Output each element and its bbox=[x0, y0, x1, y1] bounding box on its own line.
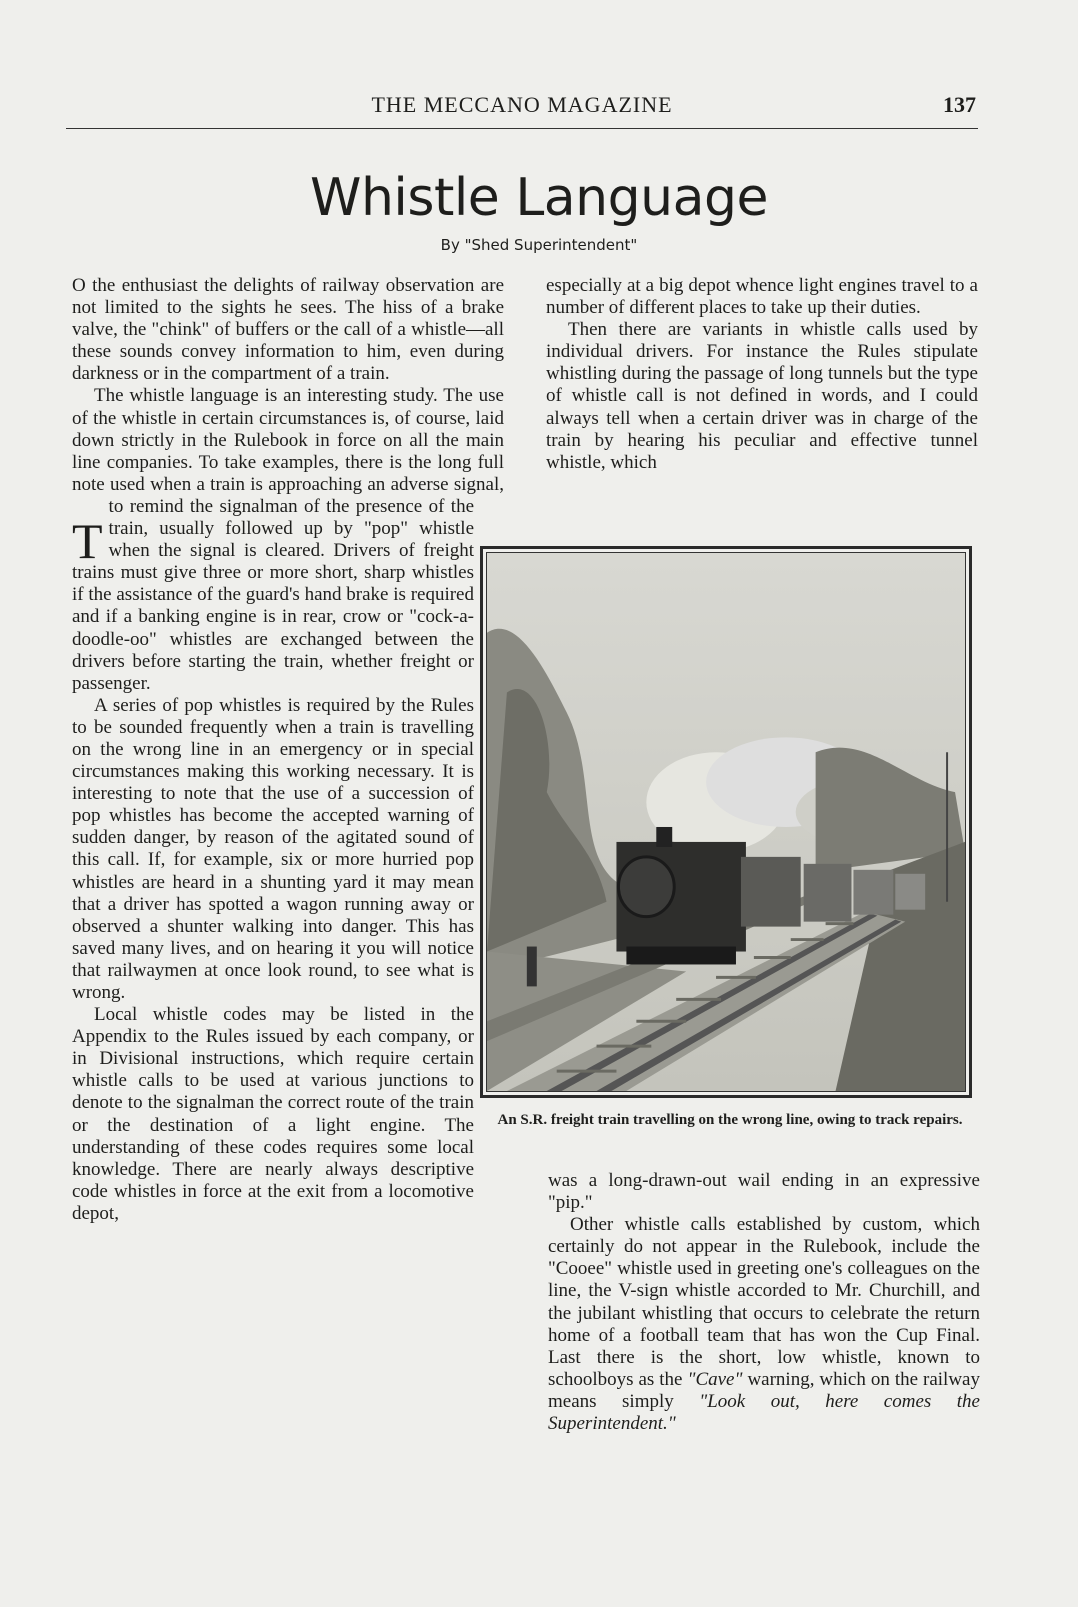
drop-cap: T bbox=[72, 513, 103, 569]
cave-word: "Cave" bbox=[687, 1368, 743, 1390]
left-column bbox=[72, 275, 504, 1545]
right-column-bottom bbox=[548, 1170, 980, 1550]
page-number: 137 bbox=[943, 92, 976, 117]
freight-train-photo bbox=[486, 552, 966, 1092]
paragraph-6: Then there are variants in whistle calls used by individual drivers. For instance the Rules stipulate whistling during the passage of long tunnels but the type of whistle call is not defined in words, and I could always tell when a certain driver was in charge of the train by hearing his peculiar and effective tunnel whistle, which bbox=[546, 319, 978, 473]
byline: By "Shed Superintendent" bbox=[440, 236, 638, 254]
train-photo-illustration bbox=[487, 553, 965, 1091]
paragraph-3: A series of pop whistles is required by the Rules to be sounded frequently when a train is travelling on the wrong line in an emergency or in special circumstances making this working necessary. It is interesting to note that the use of a succession of pop whistles has become the accepted warning of sudden danger, by reason of the agitated sound of this call. If, for example, six or more hurried pop whistles are heard in a shunting yard it may mean that a driver has spotted a wagon running away or observed a shunter walking into danger. This has saved many lives, and on hearing it you will notice that railwaymen at once look round, to see what is wrong. bbox=[72, 694, 474, 1003]
paragraph-2: The whistle language is an interesting study. The use of the whistle in certain circumstances is, of course, laid down strictly in the Rulebook in force on all the main line companies. To take examples, there is the long full note used when a train is approaching an adverse signal, to remind the signalman of the presence of the train, usually followed up by "pop" whistle when the signal is cleared. Drivers of freight trains must give three or more short, sharp whistles if the assistance of the guard's hand brake is required and if a banking engine is in rear, crow or "cock-a-doodle-oo" whistles are exchanged between the drivers before starting the train, whether freight or passenger. bbox=[72, 385, 504, 694]
magazine-title: THE MECCANO MAGAZINE bbox=[371, 92, 673, 117]
closing-quote: "Look out, here comes the Superintendent." bbox=[548, 1390, 980, 1435]
article-title: Whistle Language bbox=[310, 168, 768, 228]
photo-frame bbox=[480, 546, 972, 1098]
paragraph-7: was a long-drawn-out wail ending in an expressive "pip." bbox=[548, 1170, 980, 1214]
right-column-top bbox=[546, 275, 978, 525]
paragraph-5: especially at a big depot whence light engines travel to a number of different places to take up their duties. bbox=[546, 275, 978, 319]
running-head bbox=[66, 92, 978, 129]
paragraph-8 bbox=[548, 1214, 980, 1435]
paragraph-1-text: O the enthusiast the delights of railway observation are not limited to the sights he sees. The hiss of a brake valve, the "chink" of buffers or the call of a whistle—all these sounds convey information to him, even during darkness or in the compartment of a train. bbox=[72, 275, 504, 385]
paragraph-4: Local whistle codes may be listed in the Appendix to the Rules issued by each company, or in Divisional instructions, which require certain whistle calls to be used at various junctions to denote to the signalman the correct route of the train or the destination of a light engine. The understanding of these codes requires some local knowledge. There are nearly always descriptive code whistles in force at the exit from a locomotive depot, bbox=[72, 1004, 474, 1224]
paragraph-8-text: Other whistle calls established by custom, which certainly do not appear in the Rulebook, include the "Cooee" whistle used in greeting one's colleagues on the line, the V-sign whistle accorded to Mr. Churchill, and the jubilant whistling that occurs to celebrate the return home of a football team that has won the Cup Final. Last there is the short, low whistle, known to schoolboys as the bbox=[548, 1214, 980, 1390]
paragraph-8-mid: warning, which on the railway means simply bbox=[548, 1368, 980, 1412]
photo-caption: An S.R. freight train travelling on the wrong line, owing to track repairs. bbox=[497, 1112, 963, 1128]
